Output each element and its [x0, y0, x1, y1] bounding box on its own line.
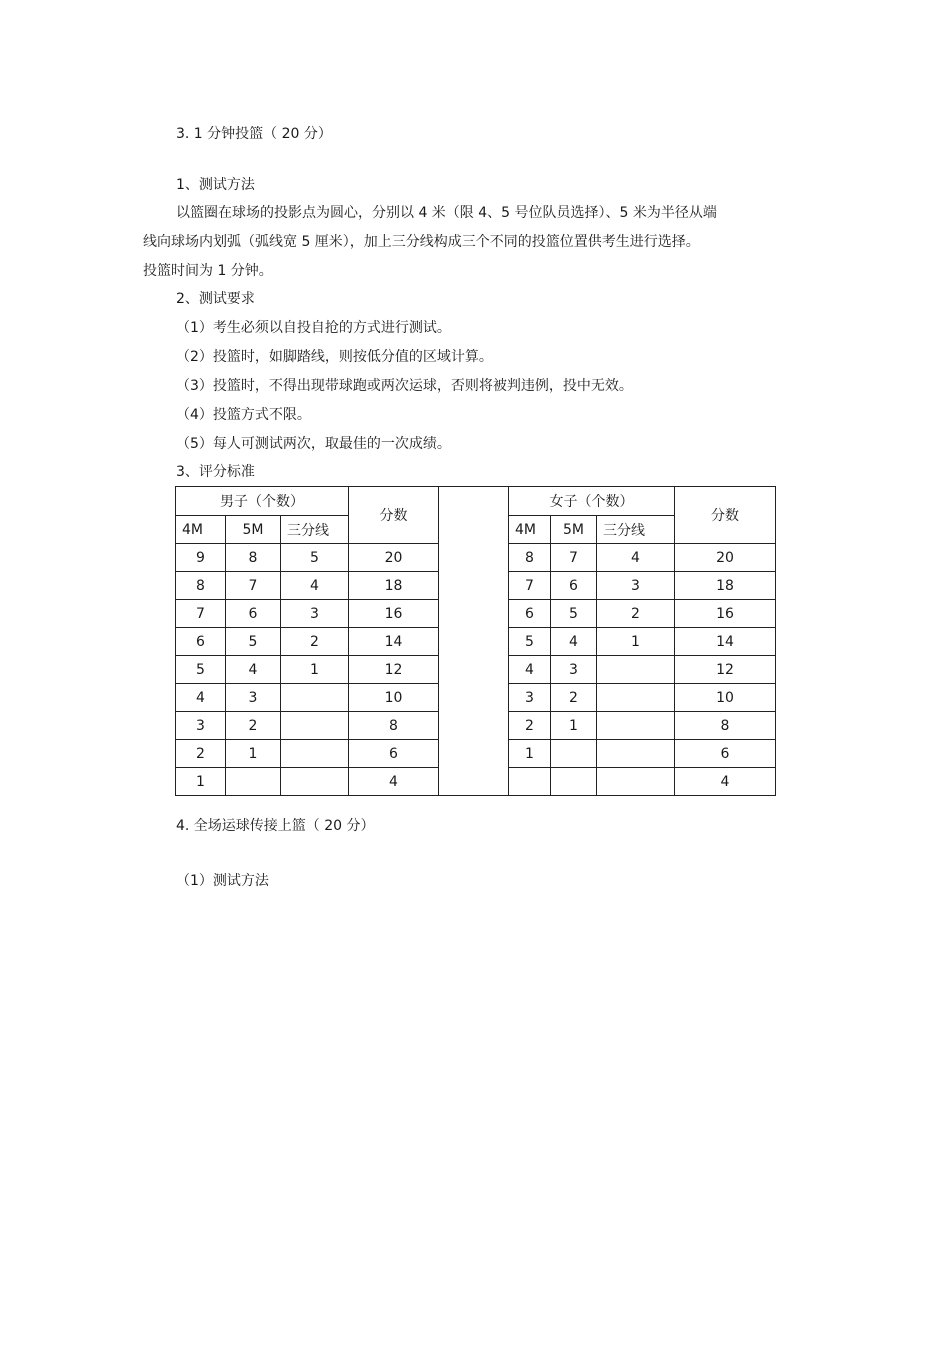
male-score: 16	[349, 600, 439, 628]
male-score: 14	[349, 628, 439, 656]
female-score: 20	[675, 544, 776, 572]
male-5m-count: 2	[226, 712, 281, 740]
male-score: 12	[349, 656, 439, 684]
female-4m-count: 4	[509, 656, 551, 684]
female-4m-count: 7	[509, 572, 551, 600]
male-count-header: 男子（个数）	[176, 487, 349, 516]
male-4m-count: 3	[176, 712, 226, 740]
female-3pt-count	[597, 656, 675, 684]
male-4m-count: 6	[176, 628, 226, 656]
female-5m-count: 3	[551, 656, 597, 684]
female-5m-count: 5	[551, 600, 597, 628]
male-5m-count	[226, 768, 281, 796]
male-5m-count: 5	[226, 628, 281, 656]
male-3pt-count: 5	[281, 544, 349, 572]
male-4m-count: 9	[176, 544, 226, 572]
female-5m-count	[551, 768, 597, 796]
male-5m-count: 3	[226, 684, 281, 712]
female-score: 4	[675, 768, 776, 796]
male-5m-count: 8	[226, 544, 281, 572]
male-3pt-count: 1	[281, 656, 349, 684]
male-col-3pt: 三分线	[281, 516, 349, 544]
male-3pt-count: 3	[281, 600, 349, 628]
female-3pt-count: 3	[597, 572, 675, 600]
female-3pt-count: 2	[597, 600, 675, 628]
scoring-title: 3、评分标准	[176, 464, 255, 480]
method-paragraph-line-2: 线向球场内划弧（弧线宽 5 厘米），加上三分线构成三个不同的投篮位置供考生进行选择。	[143, 234, 700, 250]
section-3-heading: 3. 1 分钟投篮（ 20 分）	[176, 126, 332, 142]
requirement-item: （2）投篮时，如脚踏线，则按低分值的区域计算。	[176, 349, 493, 365]
male-4m-count: 7	[176, 600, 226, 628]
female-5m-count: 7	[551, 544, 597, 572]
requirement-item: （1）考生必须以自投自抢的方式进行测试。	[176, 320, 451, 336]
requirements-title: 2、测试要求	[176, 291, 255, 307]
male-4m-count: 8	[176, 572, 226, 600]
female-3pt-count: 4	[597, 544, 675, 572]
female-4m-count: 8	[509, 544, 551, 572]
male-score: 10	[349, 684, 439, 712]
female-3pt-count	[597, 684, 675, 712]
male-score: 8	[349, 712, 439, 740]
male-4m-count: 1	[176, 768, 226, 796]
female-score: 14	[675, 628, 776, 656]
male-3pt-count	[281, 684, 349, 712]
requirement-item: （5）每人可测试两次，取最佳的一次成绩。	[176, 436, 451, 452]
female-score: 18	[675, 572, 776, 600]
male-3pt-count	[281, 740, 349, 768]
female-3pt-count: 1	[597, 628, 675, 656]
male-score: 18	[349, 572, 439, 600]
scoring-table	[175, 486, 776, 796]
male-score: 6	[349, 740, 439, 768]
female-4m-count: 6	[509, 600, 551, 628]
female-col-5m: 5M	[551, 516, 597, 544]
male-3pt-count	[281, 768, 349, 796]
male-score: 4	[349, 768, 439, 796]
male-3pt-count: 4	[281, 572, 349, 600]
method-title: 1、测试方法	[176, 177, 255, 193]
male-5m-count: 1	[226, 740, 281, 768]
method-paragraph-line-1: 以篮圈在球场的投影点为圆心，分别以 4 米（限 4、5 号位队员选择）、5 米为半径从端	[176, 205, 717, 221]
female-3pt-count	[597, 712, 675, 740]
female-col-4m: 4M	[509, 516, 551, 544]
male-col-4m: 4M	[176, 516, 226, 544]
female-col-3pt: 三分线	[597, 516, 675, 544]
male-4m-count: 5	[176, 656, 226, 684]
table-spacer-column	[439, 487, 509, 796]
female-score: 10	[675, 684, 776, 712]
method-paragraph-line-3: 投篮时间为 1 分钟。	[143, 263, 273, 279]
female-5m-count: 6	[551, 572, 597, 600]
female-score-header: 分数	[675, 487, 776, 544]
male-score: 20	[349, 544, 439, 572]
female-5m-count: 2	[551, 684, 597, 712]
female-score: 16	[675, 600, 776, 628]
male-5m-count: 4	[226, 656, 281, 684]
female-count-header: 女子（个数）	[509, 487, 675, 516]
section-4-heading: 4. 全场运球传接上篮（ 20 分）	[176, 818, 375, 834]
female-4m-count: 3	[509, 684, 551, 712]
male-score-header: 分数	[349, 487, 439, 544]
male-4m-count: 2	[176, 740, 226, 768]
female-score: 8	[675, 712, 776, 740]
male-col-5m: 5M	[226, 516, 281, 544]
male-3pt-count: 2	[281, 628, 349, 656]
female-5m-count	[551, 740, 597, 768]
female-4m-count: 2	[509, 712, 551, 740]
requirement-item: （4）投篮方式不限。	[176, 407, 311, 423]
section-4-subheading: （1）测试方法	[176, 873, 269, 889]
female-4m-count: 5	[509, 628, 551, 656]
female-score: 6	[675, 740, 776, 768]
female-5m-count: 4	[551, 628, 597, 656]
female-3pt-count	[597, 740, 675, 768]
male-4m-count: 4	[176, 684, 226, 712]
female-score: 12	[675, 656, 776, 684]
female-4m-count: 1	[509, 740, 551, 768]
female-3pt-count	[597, 768, 675, 796]
male-5m-count: 7	[226, 572, 281, 600]
female-4m-count	[509, 768, 551, 796]
requirement-item: （3）投篮时，不得出现带球跑或两次运球，否则将被判违例，投中无效。	[176, 378, 633, 394]
male-5m-count: 6	[226, 600, 281, 628]
male-3pt-count	[281, 712, 349, 740]
female-5m-count: 1	[551, 712, 597, 740]
